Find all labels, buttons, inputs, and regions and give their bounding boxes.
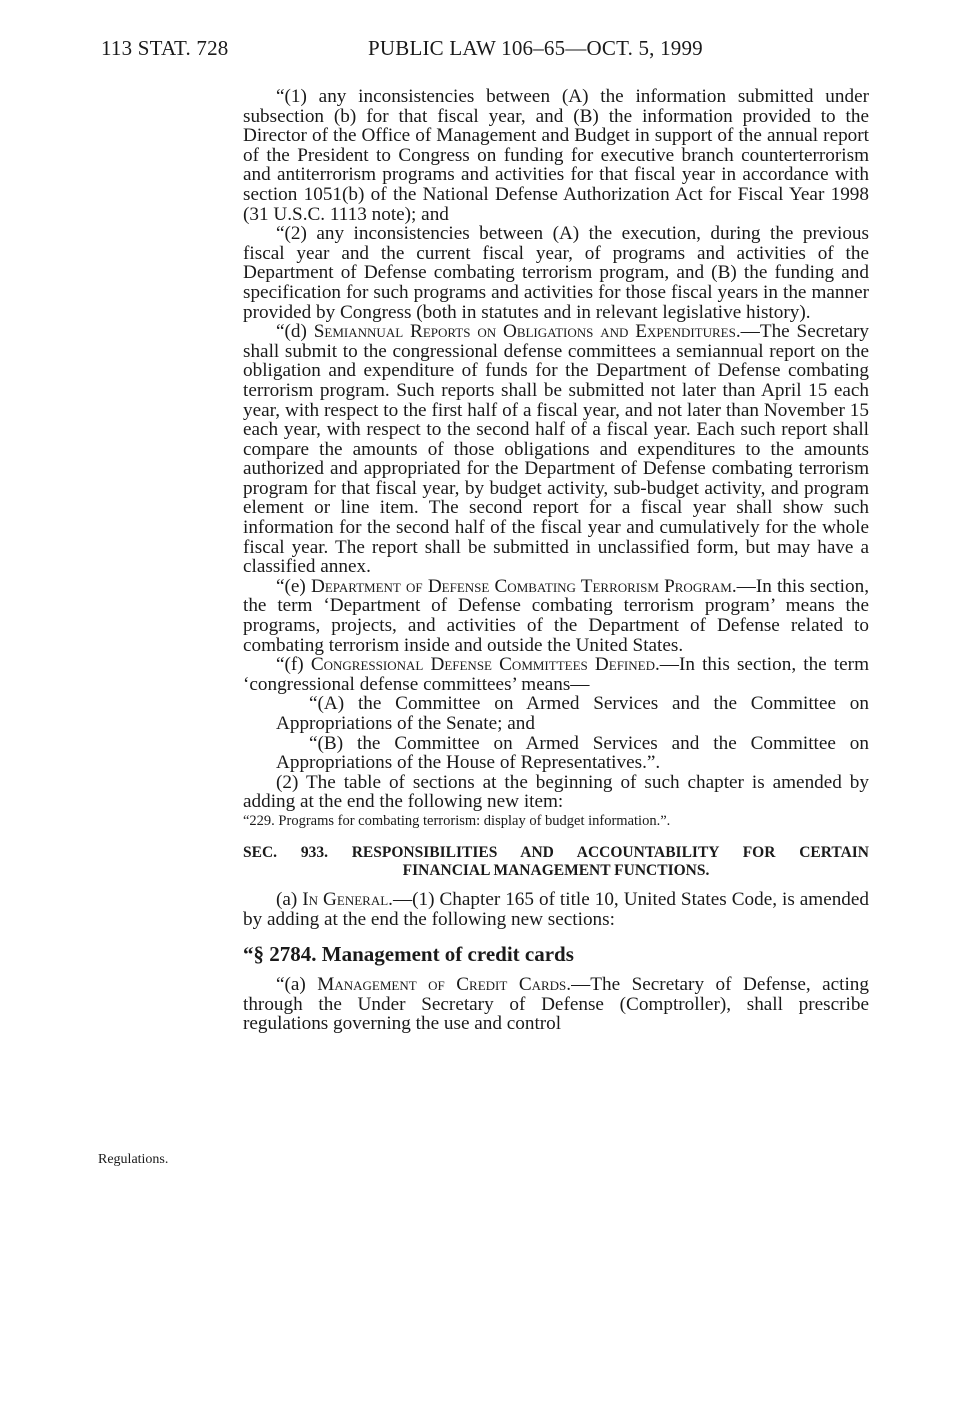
subsection-a [243, 890, 869, 929]
subsection-f-heading: Congressional Defense Committees Defined [310, 654, 655, 676]
page-law-header: PUBLIC LAW 106–65—OCT. 5, 1999 [368, 36, 703, 60]
subsection-a-open: (a) [276, 888, 303, 910]
subsection-d [243, 322, 869, 577]
page-stat-citation: 113 STAT. 728 [101, 36, 229, 60]
subsection-f [243, 655, 869, 694]
section-heading [243, 844, 869, 880]
subsection-a-heading: In General [302, 888, 389, 910]
new-table-item: “229. Programs for combating terrorism: display of budget information.”. [243, 812, 671, 829]
subsection-management-credit-cards [243, 975, 869, 1034]
paragraph-c2: “(2) any inconsistencies between (A) the execution, during the previous fiscal year and the current fiscal year, of programs and activities of the Department of Defense combating terrorism program, and (B) the funding and specification for such programs and activities for those fiscal years in the manner provided by Congress (both in statutes and in relevant legislative history). [243, 223, 869, 323]
subsection-d-body: .—The Secretary shall submit to the congressional defense committees a semiannual report on the obligation and expenditure of funds for the Department of Defense combating terrorism program. Such reports shall be submitted not later than April 15 each year, with respect to the first half of a fiscal year, and not later than November 15 each year, with respect to the second half of a fiscal year. Each such report shall compare the amounts of those obligations and expenditures to the amounts authorized and appropriated for the Department of Defense combating terrorism program for that fiscal year, by budget activity, sub-budget activity, and program element or line item. The second report for a fiscal year shall show such information for the second half of the fiscal year and cumulatively for the whole fiscal year. The report shall be submitted in unclassified form, but may have a classified annex. [243, 321, 869, 578]
subsection-d-open: “(d) [276, 321, 314, 343]
section-heading-line2: FINANCIAL MANAGEMENT FUNCTIONS. [402, 861, 710, 879]
subsection-e [243, 577, 869, 655]
paragraph-fB: “(B) the Committee on Armed Services and the Committee on Appropriations of the House of Representatives.”. [276, 732, 869, 774]
subsection-mcc-open: “(a) [276, 974, 318, 996]
subsection-mcc-body: .—The Secretary of Defense, acting through the Under Secretary of Defense (Comptroller), shall prescribe regulations governing the use and control [243, 974, 869, 1035]
margin-note: Regulations. [98, 1152, 169, 1167]
subsection-mcc-heading: Management of Credit Cards [317, 974, 567, 996]
subsection-d-heading: Semiannual Reports on Obligations and Expenditures [313, 321, 736, 343]
paragraph-c1: “(1) any inconsistencies between (A) the information submitted under subsection (b) for that fiscal year, and (B) the information provided to the Director of the Office of Management and Budget in support of the annual report of the President to Congress on funding for executive branch counterterrorism and antiterrorism programs and activities for that fiscal year in accordance with section 1051(b) of the National Defense Authorization Act for Fiscal Year 1998 (31 U.S.C. 1113 note); and [243, 86, 869, 225]
document-body [243, 87, 869, 1034]
subsection-e-heading: Department of Defense Combating Terrorism Program [310, 575, 732, 597]
section-2784-heading: “§ 2784. Management of credit cards [243, 942, 574, 967]
subsection-e-body: .—In this section, the term ‘Department of Defense combating terrorism program’ means the programs, projects, and activities of the Department of Defense related to combating terrorism inside and outside the United States. [243, 575, 869, 656]
paragraph-table-amend: (2) The table of sections at the beginning of such chapter is amended by adding at the end the following new item: [243, 771, 869, 813]
section-heading-line1: SEC. 933. RESPONSIBILITIES AND ACCOUNTABILITY FOR CERTAIN [243, 843, 869, 861]
subsection-e-open: “(e) [276, 575, 311, 597]
subsection-f-body: .—In this section, the term ‘congressional defense committees’ means— [243, 654, 870, 695]
subsection-a-body: .—(1) Chapter 165 of title 10, United States Code, is amended by adding at the end the following new sections: [243, 888, 870, 930]
paragraph-fA: “(A) the Committee on Armed Services and the Committee on Appropriations of the Senate; and [276, 693, 869, 734]
subsection-f-open: “(f) [276, 654, 311, 676]
